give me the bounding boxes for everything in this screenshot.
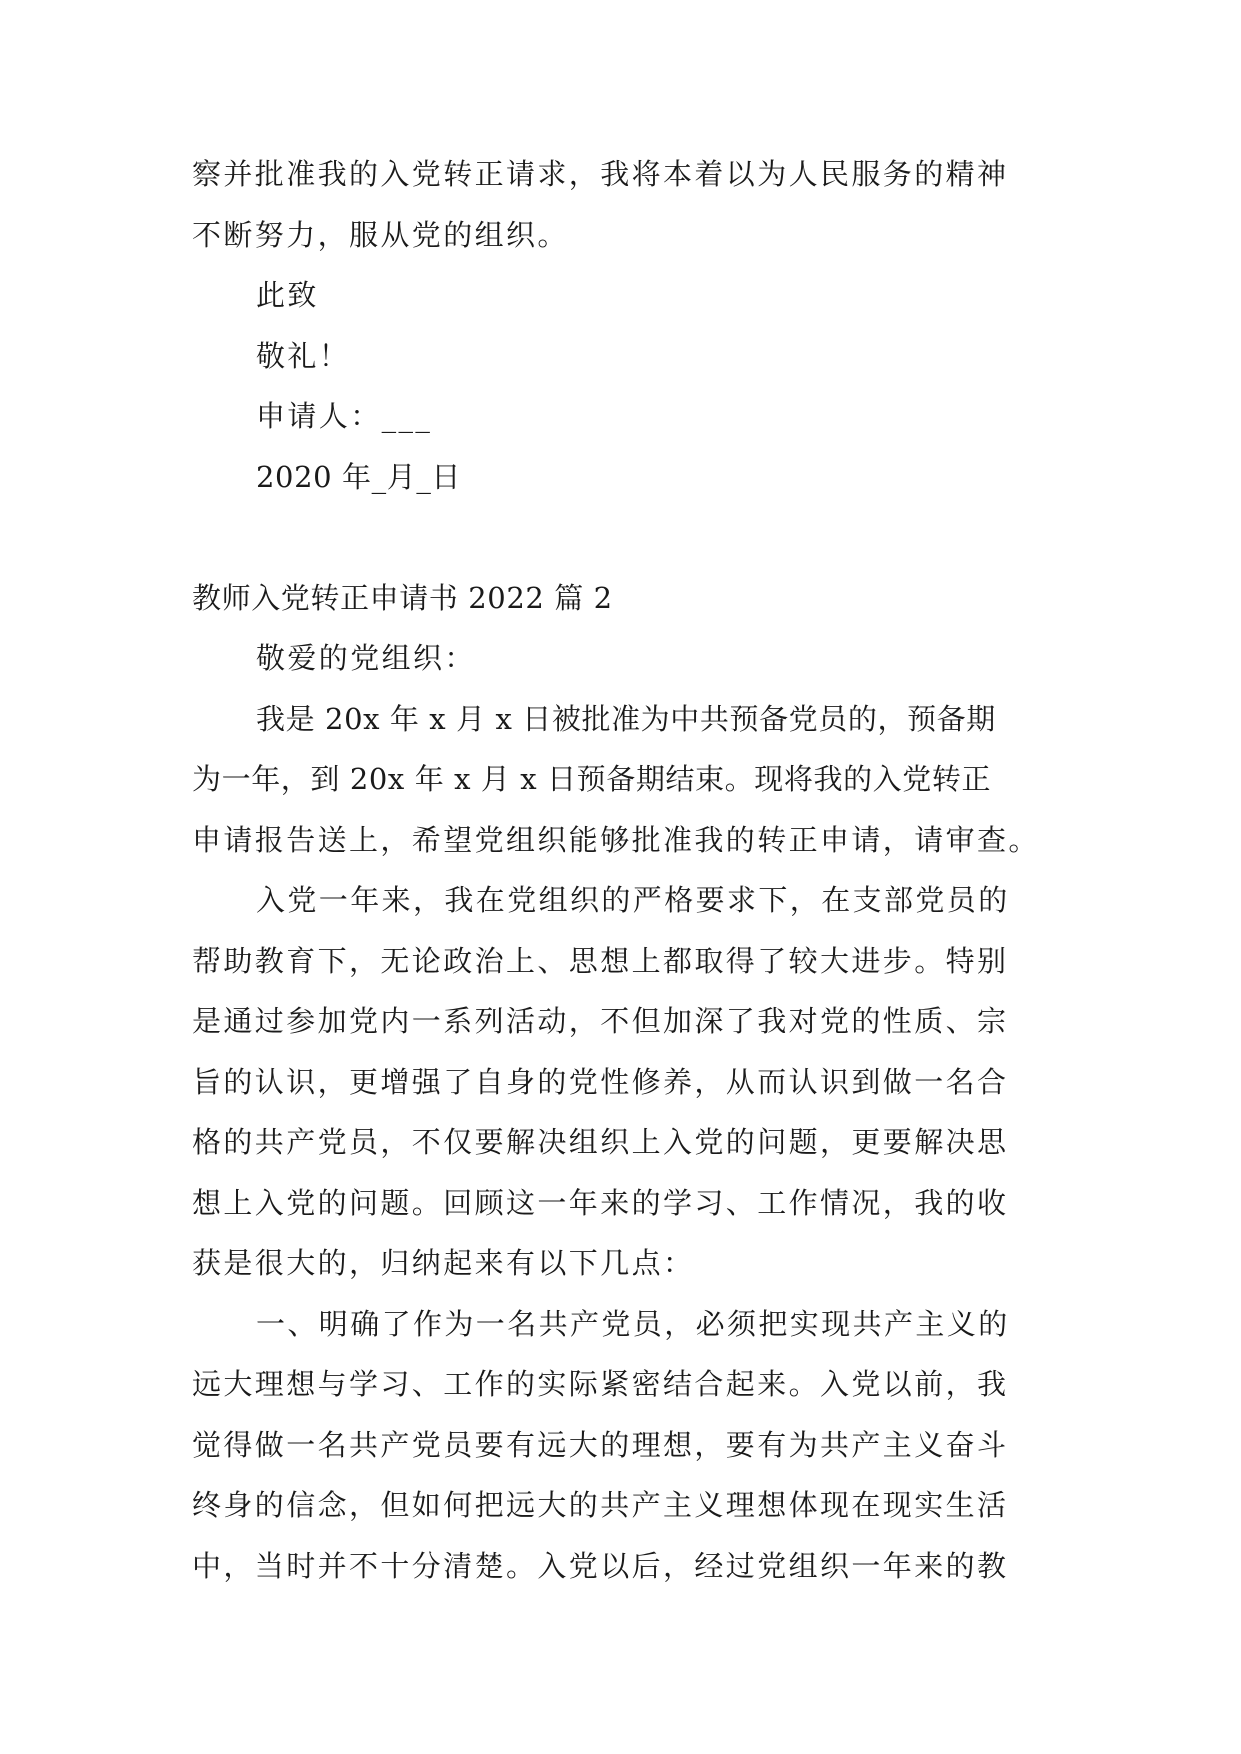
body-text-line: 入党一年来，我在党组织的严格要求下，在支部党员的 [256,883,1010,917]
body-text-line: 终身的信念，但如何把远大的共产主义理想体现在现实生活 [192,1488,1009,1522]
body-text-line: 格的共产党员，不仅要解决组织上入党的问题，更要解决思 [192,1125,1009,1159]
body-text-line: 察并批准我的入党转正请求，我将本着以为人民服务的精神 [192,157,1009,191]
body-text-line: 旨的认识，更增强了自身的党性修养，从而认识到做一名合 [192,1065,1009,1099]
closing-regards: 敬礼！ [256,339,351,373]
body-text-line: 一、明确了作为一名共产党员，必须把实现共产主义的 [256,1307,1010,1341]
body-text-line: 远大理想与学习、工作的实际紧密结合起来。入党以前，我 [192,1367,1009,1401]
body-text-line: 想上入党的问题。回顾这一年来的学习、工作情况，我的收 [192,1186,1009,1220]
body-text-line: 我是 20x 年 x 月 x 日被批准为中共预备党员的，预备期 [256,702,996,736]
closing-salutation: 此致 [256,278,319,312]
section-title: 教师入党转正申请书 2022 篇 2 [192,581,613,615]
body-text-line: 觉得做一名共产党员要有远大的理想，要有为共产主义奋斗 [192,1428,1009,1462]
body-text-line: 不断努力，服从党的组织。 [192,218,569,252]
body-text-line: 获是很大的，归纳起来有以下几点： [192,1246,695,1280]
greeting-line: 敬爱的党组织： [256,641,476,675]
body-text-line: 申请报告送上，希望党组织能够批准我的转正申请，请审查。 [192,823,1040,857]
body-text-line: 中，当时并不十分清楚。入党以后，经过党组织一年来的教 [192,1549,1009,1583]
body-text-line: 是通过参加党内一系列活动，不但加深了我对党的性质、宗 [192,1004,1009,1038]
body-text-line: 为一年，到 20x 年 x 月 x 日预备期结束。现将我的入党转正 [192,762,992,796]
body-text-line: 帮助教育下，无论政治上、思想上都取得了较大进步。特别 [192,944,1009,978]
date-line: 2020 年_月_日 [256,460,462,494]
applicant-signature-line: 申请人：___ [256,399,433,433]
